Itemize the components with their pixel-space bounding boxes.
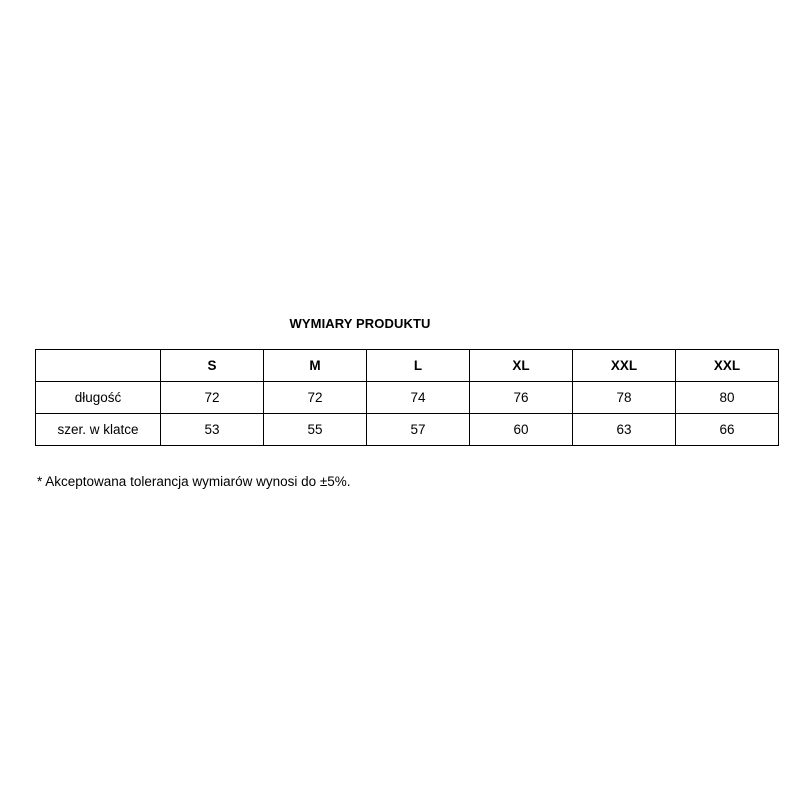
- header-cell-size: XL: [470, 350, 573, 382]
- header-cell-size: M: [264, 350, 367, 382]
- table-cell: 66: [676, 414, 779, 446]
- page-title: WYMIARY PRODUKTU: [289, 316, 431, 331]
- size-chart-table: [35, 349, 779, 446]
- table-cell: 80: [676, 382, 779, 414]
- table-cell: 78: [573, 382, 676, 414]
- table-cell: 63: [573, 414, 676, 446]
- table-cell: 57: [367, 414, 470, 446]
- row-label: długość: [36, 382, 161, 414]
- table-cell: 72: [264, 382, 367, 414]
- table-cell: 53: [161, 414, 264, 446]
- table-header-row: [36, 350, 779, 382]
- table-row: [36, 382, 779, 414]
- table-cell: 76: [470, 382, 573, 414]
- table-cell: 55: [264, 414, 367, 446]
- header-cell-size: XXL: [573, 350, 676, 382]
- table-cell: 60: [470, 414, 573, 446]
- header-cell-size: XXL: [676, 350, 779, 382]
- table-cell: 74: [367, 382, 470, 414]
- table-row: [36, 414, 779, 446]
- header-cell-size: S: [161, 350, 264, 382]
- table-cell: 72: [161, 382, 264, 414]
- header-cell-empty: [36, 350, 161, 382]
- header-cell-size: L: [367, 350, 470, 382]
- row-label: szer. w klatce: [36, 414, 161, 446]
- tolerance-footnote: * Akceptowana tolerancja wymiarów wynosi do ±5%.: [37, 474, 351, 489]
